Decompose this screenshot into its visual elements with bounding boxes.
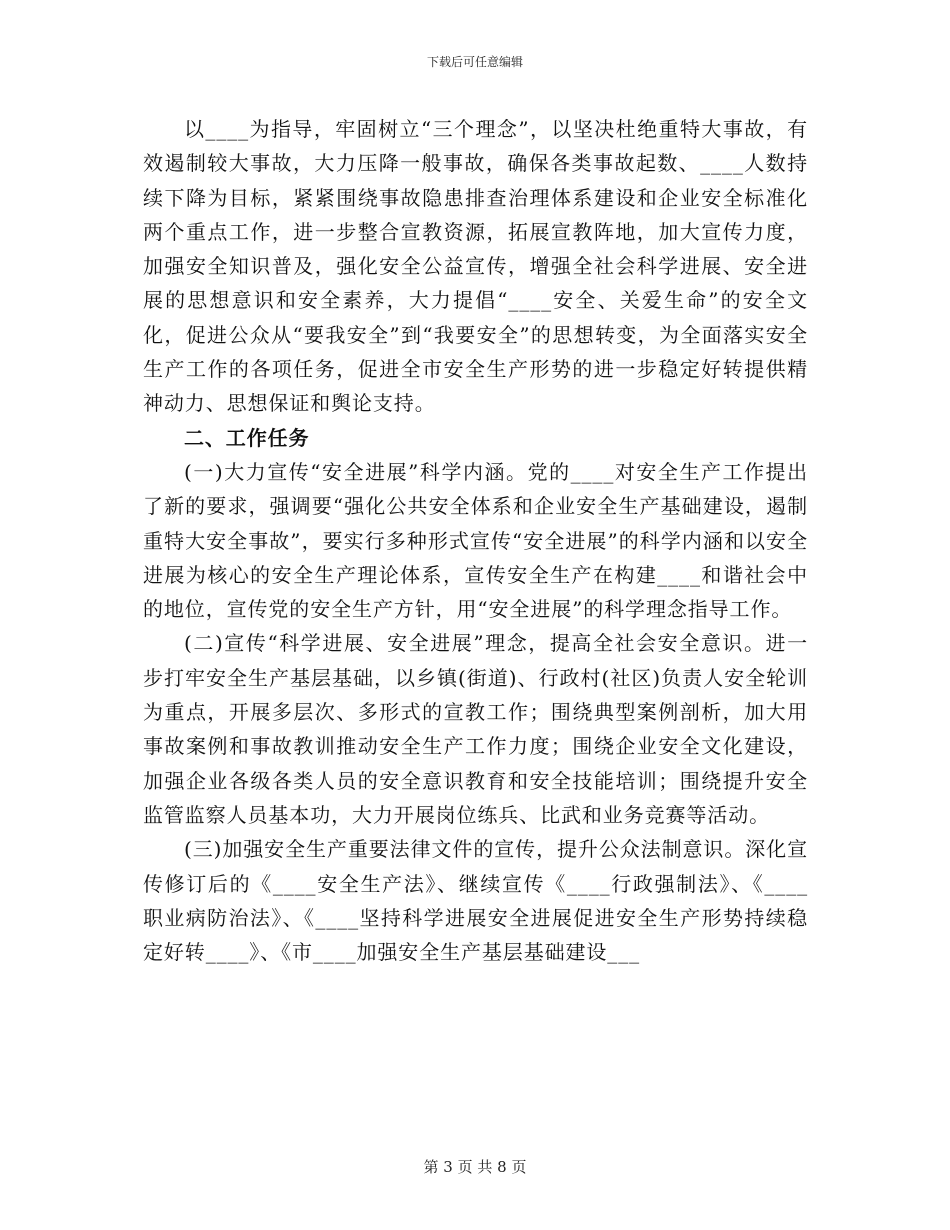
paragraph-task-3: (三)加强安全生产重要法律文件的宣传，提升公众法制意识。深化宣传修订后的《____安全生产法》、继续宣传《____行政强制法》、《____职业病防治法》、《____坚持科学进展安全进展促进安全生产形势持续稳定好转____》、《市____加强安全生产基层基础建设___ xyxy=(143,837,808,965)
section-heading-work-tasks: 二、工作任务 xyxy=(184,425,310,450)
paragraph-task-2: (二)宣传“科学进展、安全进展”理念，提高全社会安全意识。进一步打牢安全生产基层基础，以乡镇(街道)、行政村(社区)负责人安全轮训为重点，开展多层次、多形式的宣教工作；围绕典型案例剖析，加大用事故案例和事故教训推动安全生产工作力度；围绕企业安全文化建设，加强企业各级各类人员的安全意识教育和安全技能培训；围绕提升安全监管监察人员基本功，大力开展岗位练兵、比武和业务竞赛等活动。 xyxy=(143,631,808,827)
page-header: 下载后可任意编辑 xyxy=(426,55,523,69)
paragraph-task-1: (一)大力宣传“安全进展”科学内涵。党的____对安全生产工作提出了新的要求，强调要“强化公共安全体系和企业安全生产基础建设，遏制重特大安全事故”，要实行多种形式宣传“安全进展”的科学内涵和以安全进展为核心的安全生产理论体系，宣传安全生产在构建____和谐社会中的地位，宣传党的安全生产方针，用“安全进展”的科学理念指导工作。 xyxy=(143,459,808,622)
page-number-footer: 第 3 页 共 8 页 xyxy=(423,1158,527,1176)
document-body xyxy=(143,112,808,969)
paragraph-guiding-principle: 以____为指导，牢固树立“三个理念”，以坚决杜绝重特大事故，有效遏制较大事故，大力压降一般事故，确保各类事故起数、____人数持续下降为目标，紧紧围绕事故隐患排查治理体系建设和企业安全标准化两个重点工作，进一步整合宣教资源，拓展宣教阵地，加大宣传力度，加强安全知识普及，强化安全公益宣传，增强全社会科学进展、安全进展的思想意识和安全素养，大力提倡“____安全、关爱生命”的安全文化，促进公众从“要我安全”到“我要安全”的思想转变，为全面落实安全生产工作的各项任务，促进全市安全生产形势的进一步稳定好转提供精神动力、思想保证和舆论支持。 xyxy=(143,117,808,416)
